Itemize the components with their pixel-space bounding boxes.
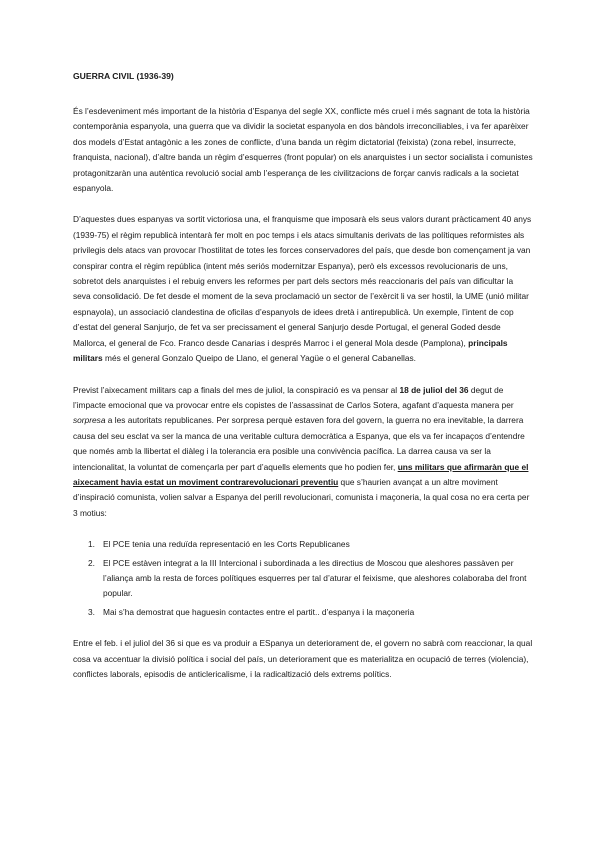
underlined-text: uns militars que afirmaràn que el aixecament havia estat un moviment contrarevolucionari preventiu [73, 461, 529, 487]
list-text: El PCE estàven integrat a la III Intercional i subordinada a les directius de Moscou que aleshores passàven per l’aliança amb la resta de forces polítiques esquerres per tal d’aturar el feixisme, que aleshores colaboraba del front popular. [103, 557, 527, 599]
list-number: 1. [88, 539, 95, 550]
paragraph-deterioration: Entre el feb. i el juliol del 36 si que es va produir a ESpanya un deteriorament de, el govern no sabrà com reaccionar, la qual cosa va accentuar la divisió política i social del país, un deteriorament que es materialitza en ocupació de terres (violencia), conflictes laborals, episodis de anticlericalisme, i la radicaltizació dels extrems polítics. [73, 638, 533, 679]
paragraph-two-spains [73, 212, 533, 366]
list-number: 2. [88, 557, 95, 568]
paragraph-intro: És l’esdeveniment més important de la història d’Espanya del segle XX, conflicte més cruel i més sagnant de tota la història contemporània espanyola, una guerra que va dividir la societat espanyola en dos bàndols irreconciliables, i va fer aparèixer dos models d’Estat antagònic a les zones de conflicte, d’una banda un règim dictatorial (feixista) (zona rebel, insurrecte, franquista, nacional), d’altre banda un règim d’esquerres (front popular) on els anarquistes i un sector socialista i comunistes protagonitzaràn una autèntica revolució social amb l’esperança de les civilitzacions de forçar canvis radicals a la societat espanyola. [73, 106, 533, 194]
paragraph-text: que s’haurien avançat a un altre moviment d’inspiració comunista, volien salvar a Espanya del perill revolucionari, comunista i maçoneria, la qual cosa no era certa per 3 motius: [73, 476, 530, 518]
paragraph-text: degut de l’impacte emocional que va provocar entre els copistes de l’assassinat de Carlos Sotera, agafant d’aquesta manera per [73, 384, 514, 410]
bold-text: principals militars [73, 337, 508, 364]
paragraph-text: a les autoritats republicanes. Per sorpresa perquè estaven fora del govern, la guerra no era inevitable, la darrera causa del seu esclat va ser la manca de una veritable cultura democràtica a Espanya, que els va fer incapaços d’entendre que només amb la llibertat el diàleg i la tolerancia era posible una convivència pacífica. La darrea causa va ser la intencionalitat, la voluntat de començarla per part d’aquells elements que ho podien fer, [73, 415, 525, 472]
list-text: El PCE tenia una reduïda representació en les Corts Republicanes [103, 539, 350, 550]
list-text: Mai s’ha demostrat que haguesin contactes entre el partit.. d’espanya i la maçoneria [103, 606, 415, 617]
list-number: 3. [88, 606, 95, 617]
paragraph-uprising [73, 383, 533, 522]
list-item [73, 537, 533, 552]
paragraph-text: D’aquestes dues espanyas va sortit victoriosa una, el franquisme que imposarà els seus valors durant pràcticament 40 anys (1939-75) el règim republicà intentarà fer molt en poc temps i els atacs simultanis derivats de las polítiques reformistes als privilegis dels atacs van provocar l’hostilitat de totes les forces conservadores del país, que desde bon començament ja van conspirar contra el règim república (intent més seriós modernitzar Espanya), però els excessos revolucionaris de uns, sobretot dels anarquistes i el rebuig envers les reformes per part dels sectors més reaccionaris del país van dificultar la seva consolidació. De fet desde el moment de la seva proclamació un sector de l’exèrcit li va ser hostil, la UME (unió militar espnayola), un associació clandestina de oficilas d’espanyols de idees dretà i antirepublicà. Un exemple, l’intent de cop d’estat del general Sanjurjo, de fet va ser precissament el general Sanjurjo desde Portugal, el general Goded desde Mallorca, el general de Fco. Franco desde Canarias i després Marroc i el general Mola desde (Pamplona), [73, 214, 532, 348]
list-item [73, 605, 533, 620]
italic-text: sorpresa [73, 415, 106, 426]
document-page [73, 70, 533, 698]
paragraph-text: Previst l’aixecament militars cap a finals del mes de juliol, la conspiració es va pensar al [73, 384, 400, 395]
reasons-list [73, 537, 533, 620]
list-item [73, 556, 533, 602]
document-title: GUERRA CIVIL (1936-39) [73, 71, 174, 81]
bold-date: 18 de juliol del 36 [399, 384, 469, 395]
paragraph-text: més el general Gonzalo Queipo de Llano, el general Yagüe o el general Cabanellas. [102, 353, 416, 364]
